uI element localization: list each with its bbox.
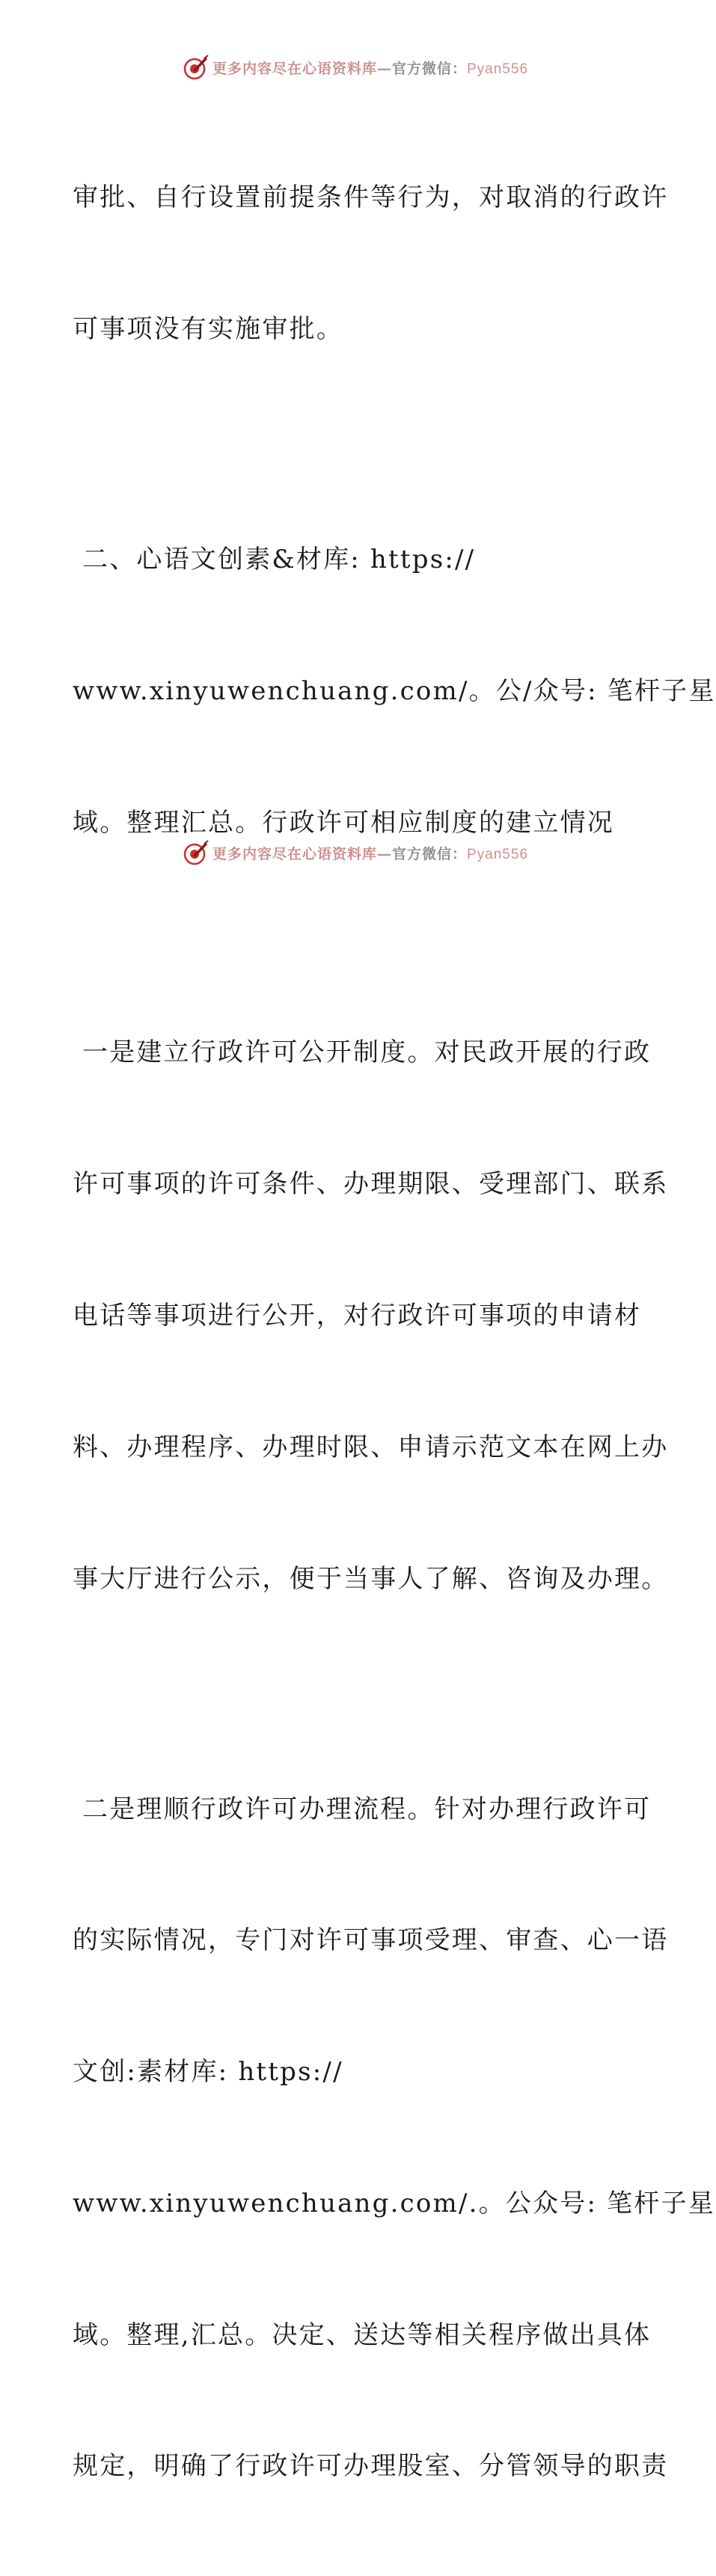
text-line: 料、办理程序、办理时限、申请示范文本在网上办 (73, 1432, 669, 1462)
text-line: 域。整理汇总。行政许可相应制度的建立情况 (73, 807, 614, 838)
text-line: 文创:素材库: https:// (73, 2057, 343, 2088)
quill-logo-icon (183, 839, 209, 866)
footer-watermark-banner (0, 836, 711, 869)
quill-logo-icon (183, 54, 209, 81)
text-line: www.xinyuwenchuang.com/。公/众号: 笔杆子星 (73, 675, 716, 706)
text-line: 的实际情况，专门对许可事项受理、审查、心一语 (73, 1925, 669, 1956)
paragraph (73, 943, 669, 1688)
paragraph (73, 1699, 715, 2576)
paragraph (73, 88, 669, 439)
document-body (73, 88, 716, 2576)
text-line: 规定，明确了行政许可办理股室、分管领导的职责 (73, 2451, 669, 2482)
text-line: 二、心语文创素&材库: https:// (73, 544, 476, 574)
text-line: 审批、自行设置前提条件等行为，对取消的行政许 (73, 183, 669, 213)
text-line: 域。整理,汇总。决定、送达等相关程序做出具体 (73, 2319, 652, 2350)
text-line: www.xinyuwenchuang.com/.。公众号: 笔杆子星 (73, 2188, 715, 2218)
text-line: 可事项没有实施审批。 (73, 313, 343, 344)
text-line: 事大厅进行公示，便于当事人了解、咨询及办理。 (73, 1563, 669, 1594)
banner-text: 更多内容尽在心语资料库—官方微信：Pyan556 (212, 60, 529, 77)
text-line: 电话等事项进行公开，对行政许可事项的申请材 (73, 1301, 642, 1331)
header-watermark-banner (0, 51, 711, 84)
text-line: 二是理顺行政许可办理流程。针对办理行政许可 (73, 1794, 652, 1824)
text-line: 一是建立行政许可公开制度。对民政开展的行政 (73, 1037, 652, 1068)
text-line: 许可事项的许可条件、办理期限、受理部门、联系 (73, 1169, 669, 1200)
banner-text: 更多内容尽在心语资料库—官方微信：Pyan556 (212, 845, 529, 862)
